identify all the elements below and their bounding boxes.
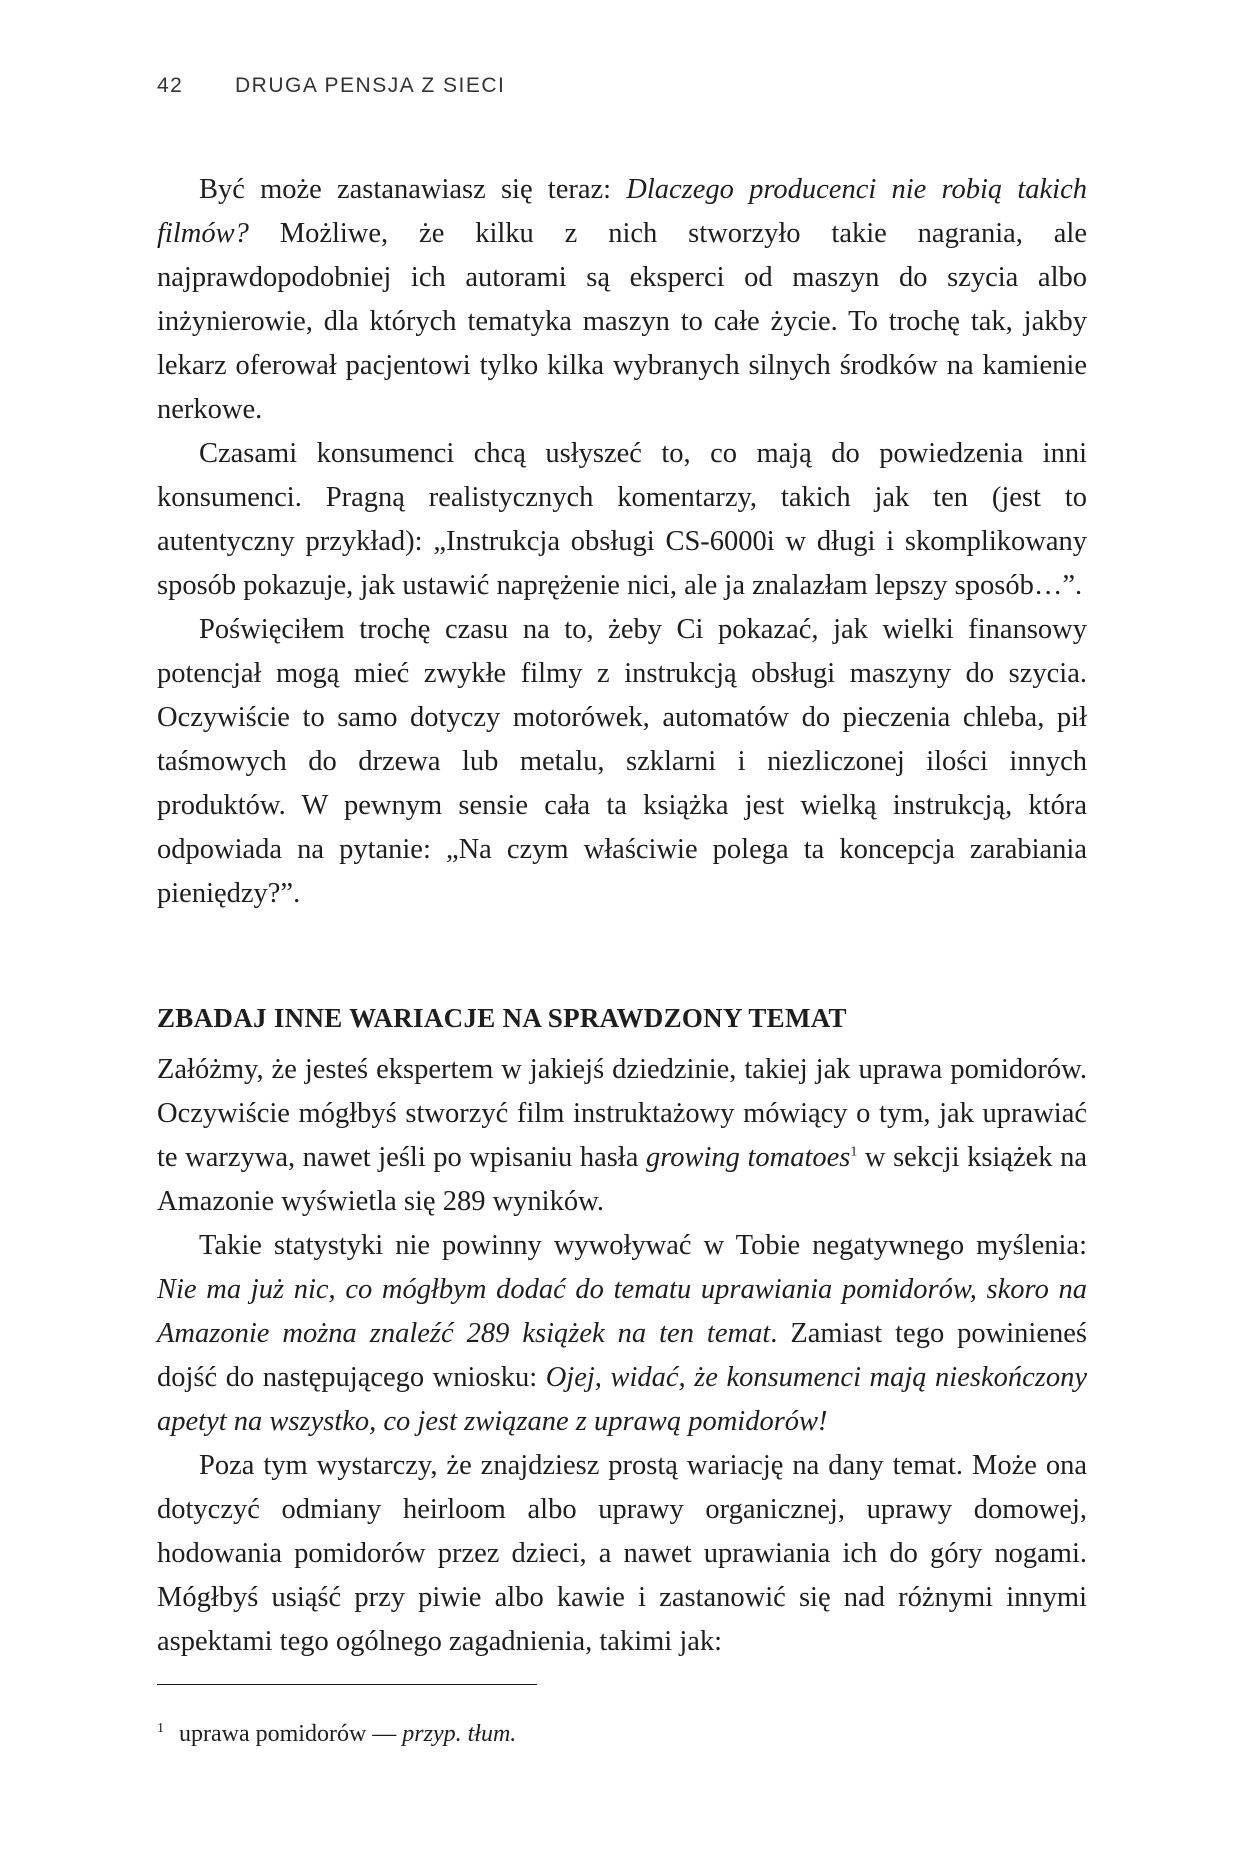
paragraph: Poświęciłem trochę czasu na to, żeby Ci pokazać, jak wielki finansowy potencjał mogą mieć zwykłe filmy z instrukcją obsługi maszyny do szycia. Oczywiście to samo dotyczy motorówek, automatów do pieczenia chleba, pił taśmowych do drzewa lub metalu, szklarni i niezliczonej ilości innych produktów. W pewnym sensie cała ta książka jest wielką instrukcją, która odpowiada na pytanie: „Na czym właściwie polega ta koncepcja zarabiania pieniędzy?”. (157, 614, 1087, 909)
text-run: Załóżmy, że jesteś ekspertem w jakiejś dziedzinie, takiej jak uprawa pomidorów. Oczywiście mógłbyś stworzyć film instruktażowy mówiący o tym, jak uprawiać te warzywa, nawet jeśli po wpisaniu hasła (157, 1054, 1087, 1173)
paragraph: Czasami konsumenci chcą usłyszeć to, co mają do powiedzenia inni konsumenci. Pragną realistycznych komentarzy, takich jak ten (jest to autentyczny przykład): „Instrukcja obsługi CS-6000i w długi i skomplikowany sposób pokazuje, jak ustawić naprężenie nici, ale ja znalazłam lepszy sposób…”. (157, 438, 1087, 601)
text-run: Być może zastanawiasz się teraz: (199, 174, 627, 205)
text-run: Takie statystyki nie powinny wywoływać w Tobie negatywnego myślenia: (199, 1230, 1087, 1261)
footnote-divider (157, 1684, 537, 1685)
italic-text: Dlaczego producenci nie robią takich filmów? (157, 174, 1087, 249)
italic-text: Nie ma już nic, co mógłbym dodać do tematu uprawiania pomidorów, skoro na Amazonie można znaleźć 289 książek na ten temat (157, 1274, 1087, 1349)
footnote-reference[interactable]: 1 (850, 1144, 858, 1160)
footnote-italic: przyp. tłum. (402, 1721, 517, 1747)
footnote: $^1$ uprawa pomidorów — przyp. tłum. (157, 1721, 517, 1747)
section-heading: ZBADAJ INNE WARIACJE NA SPRAWDZONY TEMAT (157, 1003, 847, 1033)
paragraph (157, 1048, 1087, 1224)
section-gap (157, 916, 1087, 996)
text-run: Możliwe, że kilku z nich stworzyło takie nagrania, ale najprawdopodobniej ich autorami są eksperci od maszyn do szycia albo inżynierowie, dla których tematyka maszyn to całe życie. To trochę tak, jakby lekarz oferował pacjentowi tylko kilka wybranych silnych środków na kamienie nerkowe. (157, 218, 1087, 425)
footnote-text: uprawa pomidorów — (179, 1721, 403, 1747)
running-head (157, 74, 505, 98)
book-title: DRUGA PENSJA Z SIECI (235, 74, 506, 97)
page-number: 42 (157, 74, 184, 97)
text-run: . Zamiast tego powinieneś dojść do następującego wniosku: (157, 1318, 1087, 1393)
italic-text: growing tomatoes (645, 1142, 851, 1173)
paragraph (157, 168, 1087, 432)
heading-gap (157, 1040, 1087, 1048)
paragraph (157, 1224, 1087, 1444)
body-text (157, 168, 1087, 1664)
italic-text: Ojej, widać, że konsumenci mają nieskończony apetyt na wszystko, co jest związane z uprawą pomidorów! (157, 1362, 1087, 1437)
text-run: w sekcji książek na Amazonie wyświetla się 289 wyników. (157, 1142, 1088, 1217)
paragraph: Poza tym wystarczy, że znajdziesz prostą wariację na dany temat. Może ona dotyczyć odmiany heirloom albo uprawy organicznej, uprawy domowej, hodowania pomidorów przez dzieci, a nawet uprawiania ich do góry nogami. Mógłbyś usiąść przy piwie albo kawie i zastanowić się nad różnymi innymi aspektami tego ogólnego zagadnienia, takimi jak: (157, 1450, 1087, 1657)
